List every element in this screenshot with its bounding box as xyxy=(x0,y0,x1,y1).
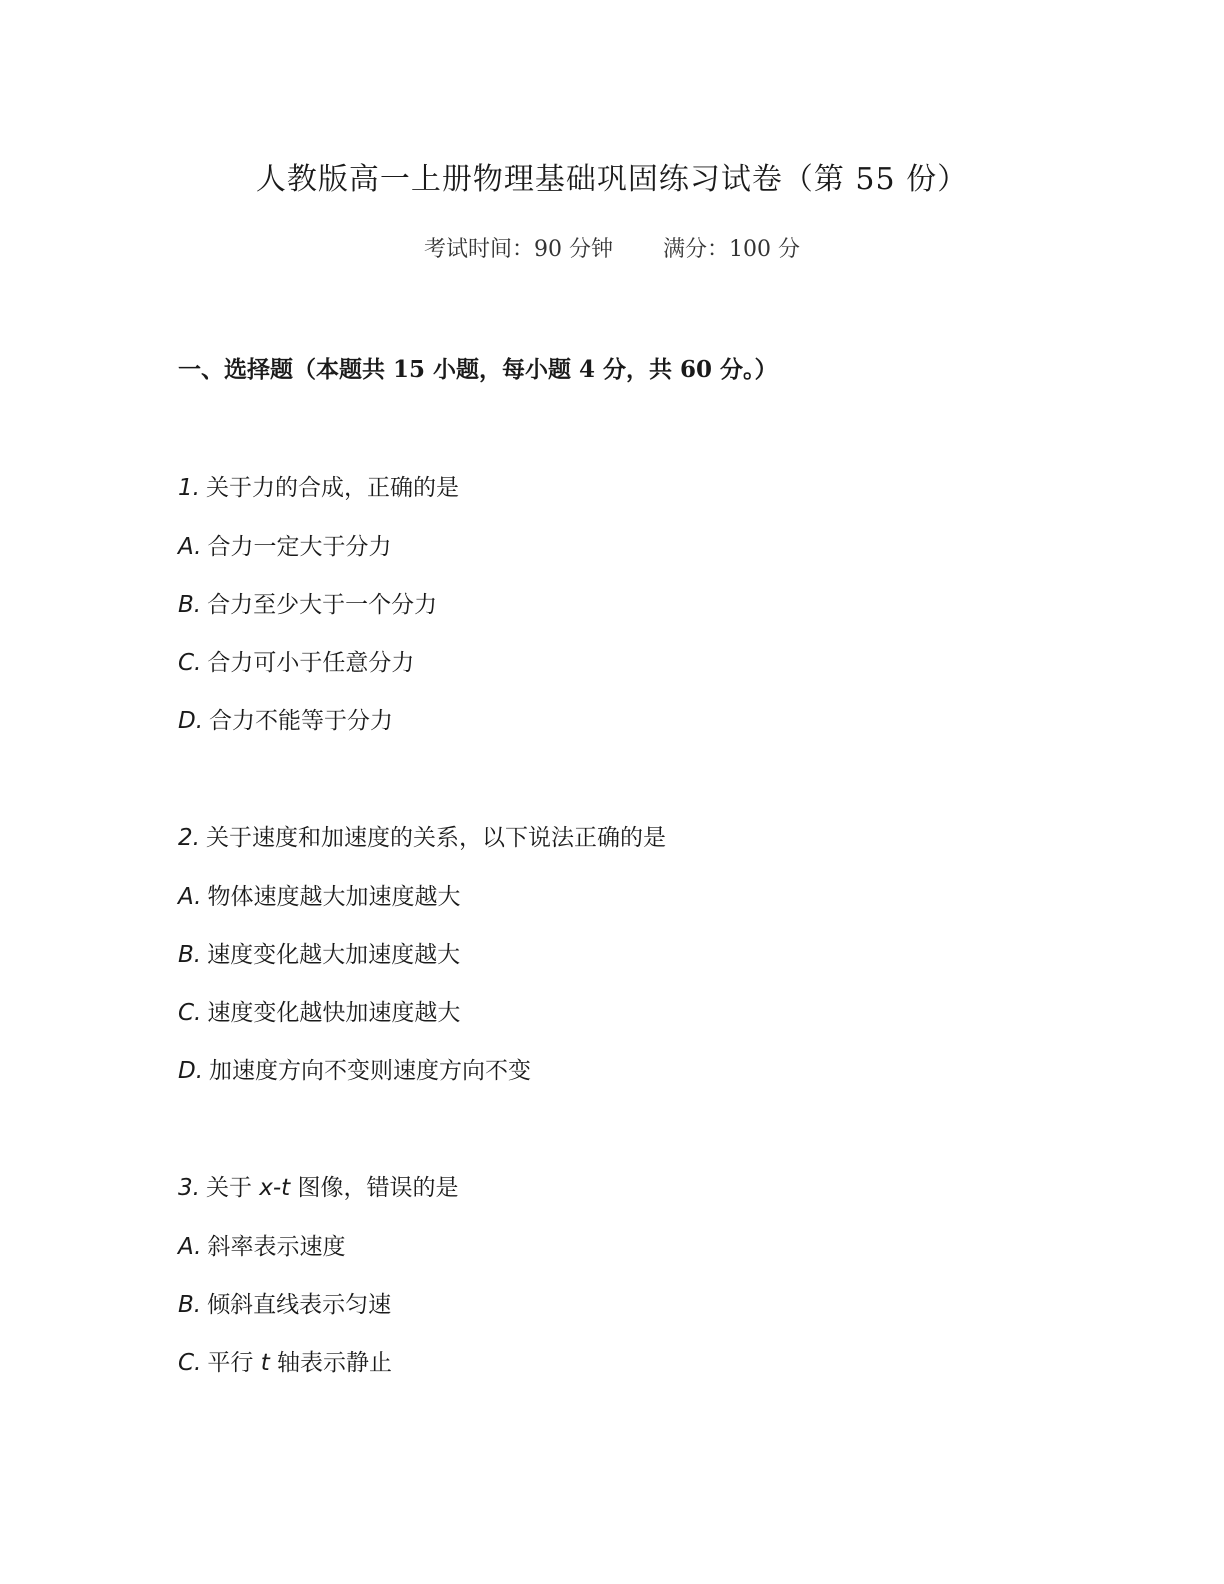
question-3-stem xyxy=(178,1171,459,1205)
option-text: 斜率表示速度 xyxy=(207,1234,346,1260)
exam-time: 考试时间：90 分钟 xyxy=(424,237,613,262)
option-letter: B. xyxy=(178,1292,202,1318)
option-text: 速度变化越快加速度越大 xyxy=(207,1000,461,1026)
option-letter: C. xyxy=(178,1000,202,1026)
section-heading: 一、选择题（本题共 15 小题，每小题 4 分，共 60 分。） xyxy=(178,356,778,383)
option-text: 倾斜直线表示匀速 xyxy=(207,1292,392,1318)
option-letter: B. xyxy=(178,592,202,618)
exam-meta xyxy=(0,232,1224,268)
question-1-option-a xyxy=(178,530,391,564)
option-text: 合力可小于任意分力 xyxy=(207,650,415,676)
question-number: 2. xyxy=(178,825,200,851)
option-letter: A. xyxy=(178,1234,202,1260)
option-text: 合力不能等于分力 xyxy=(209,708,394,734)
exam-title: 人教版高一上册物理基础巩固练习试卷（第 55 份） xyxy=(255,162,969,197)
option-letter: D. xyxy=(178,708,204,734)
question-3-option-b xyxy=(178,1288,391,1322)
question-2-option-b xyxy=(178,938,460,972)
option-text: 合力一定大于分力 xyxy=(207,534,392,560)
question-3-option-a xyxy=(178,1230,345,1264)
option-letter: C. xyxy=(178,650,202,676)
question-1-option-c xyxy=(178,646,414,680)
question-1-option-b xyxy=(178,588,437,622)
option-text-suffix: 轴表示静止 xyxy=(269,1350,393,1376)
question-text-prefix: 关于 xyxy=(205,1175,260,1201)
question-number: 1. xyxy=(178,475,200,501)
option-letter: B. xyxy=(178,942,202,968)
option-letter: C. xyxy=(178,1350,202,1376)
question-text: 关于力的合成，正确的是 xyxy=(205,475,459,501)
question-2-option-a xyxy=(178,880,460,914)
option-letter: D. xyxy=(178,1058,204,1084)
variable-t: t xyxy=(260,1350,270,1376)
question-2-option-c xyxy=(178,996,460,1030)
question-2-option-d xyxy=(178,1054,531,1088)
option-text: 速度变化越大加速度越大 xyxy=(207,942,461,968)
option-text-prefix: 平行 xyxy=(207,1350,261,1376)
variable-x-t: x-t xyxy=(259,1175,291,1201)
full-score: 满分：100 分 xyxy=(663,237,800,262)
option-letter: A. xyxy=(178,884,202,910)
question-number: 3. xyxy=(178,1175,200,1201)
option-text: 物体速度越大加速度越大 xyxy=(207,884,461,910)
option-text: 加速度方向不变则速度方向不变 xyxy=(209,1058,532,1084)
option-text: 合力至少大于一个分力 xyxy=(207,592,438,618)
question-3-option-c xyxy=(178,1346,392,1380)
question-text: 关于速度和加速度的关系，以下说法正确的是 xyxy=(205,825,666,851)
question-1-stem xyxy=(178,471,459,505)
question-1-option-d xyxy=(178,704,393,738)
question-text-suffix: 图像，错误的是 xyxy=(290,1175,459,1201)
question-2-stem xyxy=(178,821,666,855)
option-letter: A. xyxy=(178,534,202,560)
